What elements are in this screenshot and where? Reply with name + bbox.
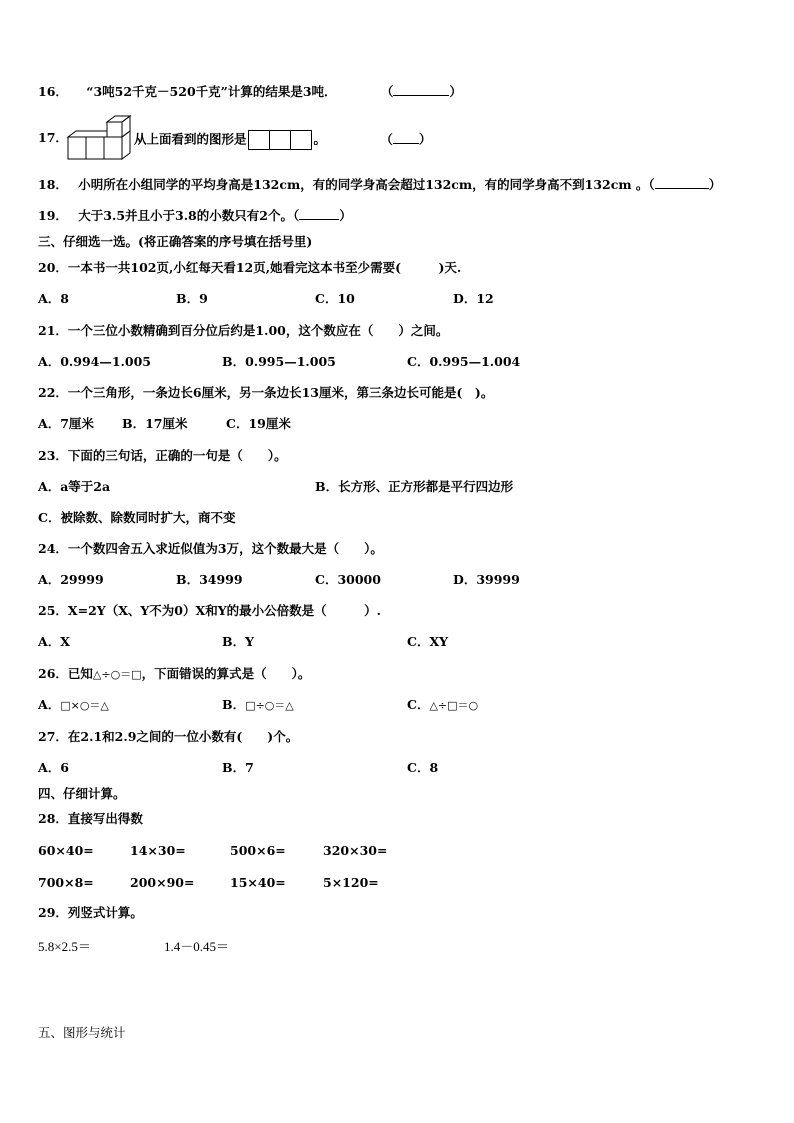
answer-blank[interactable] [393, 132, 419, 144]
given-formula: △÷○＝□ [92, 668, 142, 681]
question-28: 28．直接写出得数 [38, 811, 143, 826]
question-17 [38, 130, 68, 146]
question-22: 22．一个三角形，一条边长6厘米，另一条边长13厘米，第三条边长可能是( )。 [38, 385, 494, 400]
calc-item: 320×30= [323, 843, 388, 858]
question-number: 17． [38, 130, 68, 145]
question-19: 19． 大于3.5并且小于3.8的小数只有2个。（ ） [38, 208, 352, 223]
section-5-heading: 五、图形与统计 [38, 1025, 126, 1040]
answer-paren-open: （ [380, 84, 394, 99]
option-a[interactable]: A．□×○＝△ [38, 697, 109, 712]
option-a[interactable]: A．29999 [38, 572, 104, 587]
question-24: 24．一个数四舍五入求近似值为3万，这个数最大是（ ）。 [38, 541, 383, 556]
option-formula: □÷○＝△ [245, 699, 294, 712]
option-c[interactable]: C．8 [407, 760, 439, 775]
calc-item: 700×8= [38, 875, 94, 890]
option-formula: □×○＝△ [60, 699, 109, 712]
option-c[interactable]: C．被除数、除数同时扩大，商不变 [38, 510, 236, 525]
question-20: 20．一本书一共102页,小红每天看12页,她看完这本书至少需要( )天. [38, 260, 462, 275]
option-c[interactable]: C．19厘米 [226, 416, 291, 431]
question-text: 从上面看到的图形是 [134, 131, 247, 147]
option-b[interactable]: B．17厘米 [122, 416, 188, 431]
answer-blank[interactable] [299, 208, 339, 220]
question-29: 29．列竖式计算。 [38, 905, 143, 920]
answer-blank[interactable] [393, 84, 449, 96]
cube-stack-figure [66, 114, 132, 162]
question-27: 27．在2.1和2.9之间的一位小数有( )个。 [38, 729, 299, 744]
question-21: 21．一个三位小数精确到百分位后约是1.00，这个数应在（ ）之间。 [38, 323, 449, 338]
option-d[interactable]: D．12 [453, 291, 494, 306]
option-a[interactable]: A．0.994—1.005 [38, 354, 151, 369]
option-formula: △÷□＝○ [429, 699, 479, 712]
vertical-calc-item: 5.8×2.5＝ [38, 939, 91, 954]
option-b[interactable]: B．9 [176, 291, 208, 306]
option-c[interactable]: C．△÷□＝○ [407, 697, 479, 712]
option-a[interactable]: A．a等于2a [38, 479, 111, 494]
question-23: 23．下面的三句话，正确的一句是（ ）。 [38, 448, 287, 463]
section-4-heading: 四、仔细计算。 [38, 786, 126, 801]
option-a[interactable]: A．6 [38, 760, 69, 775]
question-26: 26．已知△÷○＝□，下面错误的算式是（ ）。 [38, 666, 311, 681]
question-16 [38, 84, 462, 100]
option-c[interactable]: C．30000 [315, 572, 381, 587]
option-a[interactable]: A．8 [38, 291, 69, 306]
question-number: 16． [38, 84, 68, 99]
question-text: 小明所在小组同学的平均身高是132cm，有的同学身高会超过132cm，有的同学身高不到132cm 。 [78, 177, 649, 192]
question-text: 大于3.5并且小于3.8的小数只有2个。（ [78, 208, 300, 223]
answer-paren-close: ） [449, 84, 462, 99]
option-d[interactable]: D．39999 [453, 572, 520, 587]
vertical-calc-item: 1.4－0.45＝ [164, 939, 230, 954]
option-c[interactable]: C．10 [315, 291, 355, 306]
option-b[interactable]: B．□÷○＝△ [222, 697, 294, 712]
section-3-heading: 三、仔细选一选。(将正确答案的序号填在括号里) [38, 234, 313, 249]
option-a[interactable]: A．7厘米 [38, 416, 94, 431]
calc-item: 15×40= [230, 875, 286, 890]
question-17-text: 从上面看到的图形是 。 （ ） [134, 130, 431, 150]
question-number: 18． [38, 177, 68, 192]
option-c[interactable]: C．0.995—1.004 [407, 354, 521, 369]
option-b[interactable]: B．34999 [176, 572, 243, 587]
calc-item: 14×30= [130, 843, 186, 858]
option-c[interactable]: C．XY [407, 634, 449, 649]
option-b[interactable]: B．7 [222, 760, 254, 775]
calc-item: 60×40= [38, 843, 94, 858]
option-b[interactable]: B．长方形、正方形都是平行四边形 [315, 479, 514, 494]
answer-blank[interactable] [655, 177, 709, 189]
calc-item: 500×6= [230, 843, 286, 858]
question-25: 25．X=2Y（X、Y不为0）X和Y的最小公倍数是（ ）. [38, 603, 381, 618]
option-b[interactable]: B．0.995—1.005 [222, 354, 336, 369]
option-a[interactable]: A．X [38, 634, 70, 649]
top-view-figure [249, 130, 312, 150]
calc-item: 200×90= [130, 875, 195, 890]
calc-item: 5×120= [323, 875, 379, 890]
option-b[interactable]: B．Y [222, 634, 254, 649]
question-18: 18． 小明所在小组同学的平均身高是132cm，有的同学身高会超过132cm，有的同学身高不到132cm 。（ ） [38, 177, 722, 192]
question-text: “3吨52千克－520千克”计算的结果是3吨． [86, 84, 337, 99]
question-number: 19． [38, 208, 68, 223]
